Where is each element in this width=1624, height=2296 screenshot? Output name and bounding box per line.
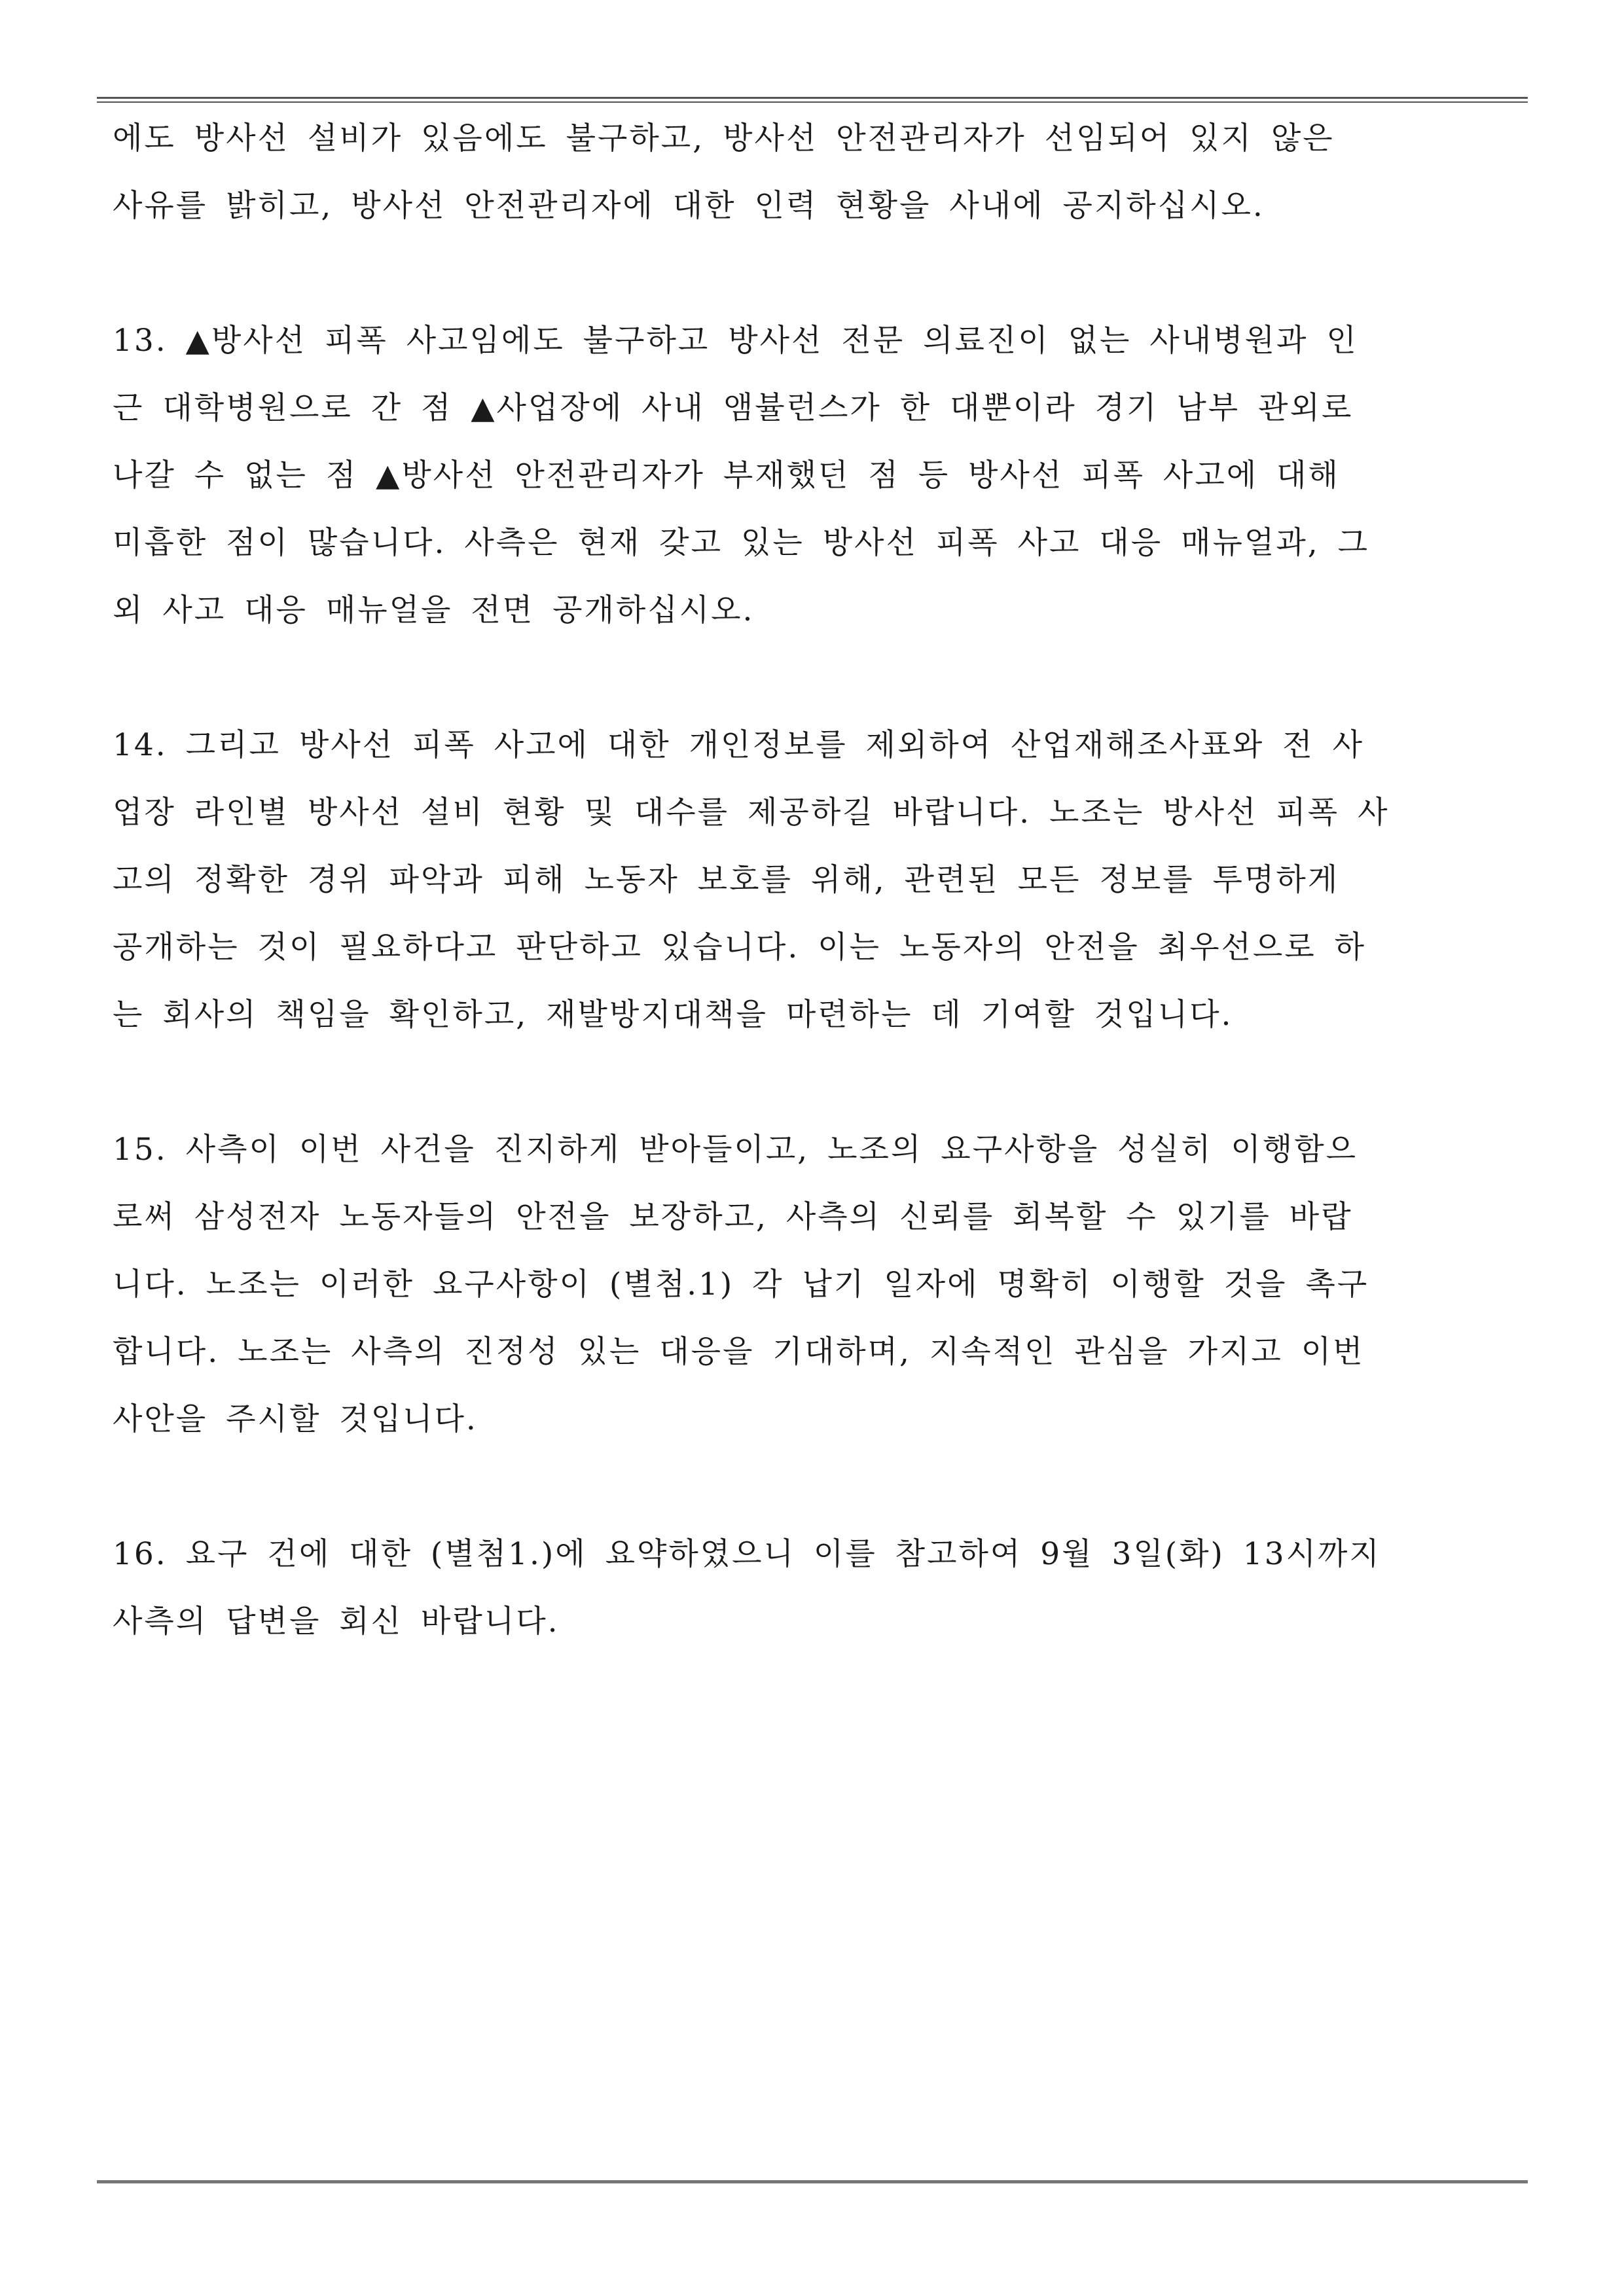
text-line: 13. ▲방사선 피폭 사고임에도 불구하고 방사선 전문 의료진이 없는 사내병원과 인 [113, 323, 1358, 359]
text-line: 사안을 주시할 것입니다. [113, 1401, 478, 1437]
paragraph-15 [113, 1116, 1520, 1453]
paragraph-12-continuation [113, 105, 1520, 240]
text-line: 나갈 수 없는 점 ▲방사선 안전관리자가 부재했던 점 등 방사선 피폭 사고에 대해 [113, 457, 1340, 493]
document-body [113, 105, 1520, 1723]
footer-rule [97, 2180, 1528, 2183]
text-line: 사측의 답변을 회신 바랍니다. [113, 1604, 560, 1640]
text-line: 공개하는 것이 필요하다고 판단하고 있습니다. 이는 노동자의 안전을 최우선으로 하 [113, 929, 1367, 965]
header-rule [97, 97, 1528, 99]
text-line: 로써 삼성전자 노동자들의 안전을 보장하고, 사측의 신뢰를 회복할 수 있기를 바랍 [113, 1199, 1353, 1235]
text-line: 16. 요구 건에 대한 (별첨1.)에 요약하였으니 이를 참고하여 9월 3일(화) 13시까지 [113, 1536, 1381, 1572]
text-line: 니다. 노조는 이러한 요구사항이 (별첨.1) 각 납기 일자에 명확히 이행할 것을 촉구 [113, 1266, 1369, 1302]
text-line: 사유를 밝히고, 방사선 안전관리자에 대한 인력 현황을 사내에 공지하십시오. [113, 188, 1265, 224]
text-line: 근 대학병원으로 간 점 ▲사업장에 사내 앰뷸런스가 한 대뿐이라 경기 남부 관외로 [113, 390, 1354, 426]
paragraph-13 [113, 307, 1520, 644]
text-line: 미흡한 점이 많습니다. 사측은 현재 갖고 있는 방사선 피폭 사고 대응 매뉴얼과, 그 [113, 525, 1370, 561]
text-line: 에도 방사선 설비가 있음에도 불구하고, 방사선 안전관리자가 선임되어 있지 않은 [113, 120, 1335, 156]
paragraph-14 [113, 711, 1520, 1049]
text-line: 고의 정확한 경위 파악과 피해 노동자 보호를 위해, 관련된 모든 정보를 투명하게 [113, 862, 1340, 898]
text-line: 업장 라인별 방사선 설비 현황 및 대수를 제공하길 바랍니다. 노조는 방사선 피폭 사 [113, 795, 1390, 831]
text-line: 14. 그리고 방사선 피폭 사고에 대한 개인정보를 제외하여 산업재해조사표와 전 사 [113, 727, 1365, 763]
paragraph-16 [113, 1520, 1520, 1655]
text-line: 외 사고 대응 매뉴얼을 전면 공개하십시오. [113, 592, 755, 628]
header-rule-inner [97, 101, 1528, 103]
text-line: 는 회사의 책임을 확인하고, 재발방지대책을 마련하는 데 기여할 것입니다. [113, 997, 1233, 1033]
text-line: 15. 사측이 이번 사건을 진지하게 받아들이고, 노조의 요구사항을 성실히 이행함으 [113, 1132, 1358, 1168]
text-line: 합니다. 노조는 사측의 진정성 있는 대응을 기대하며, 지속적인 관심을 가지고 이번 [113, 1334, 1365, 1370]
